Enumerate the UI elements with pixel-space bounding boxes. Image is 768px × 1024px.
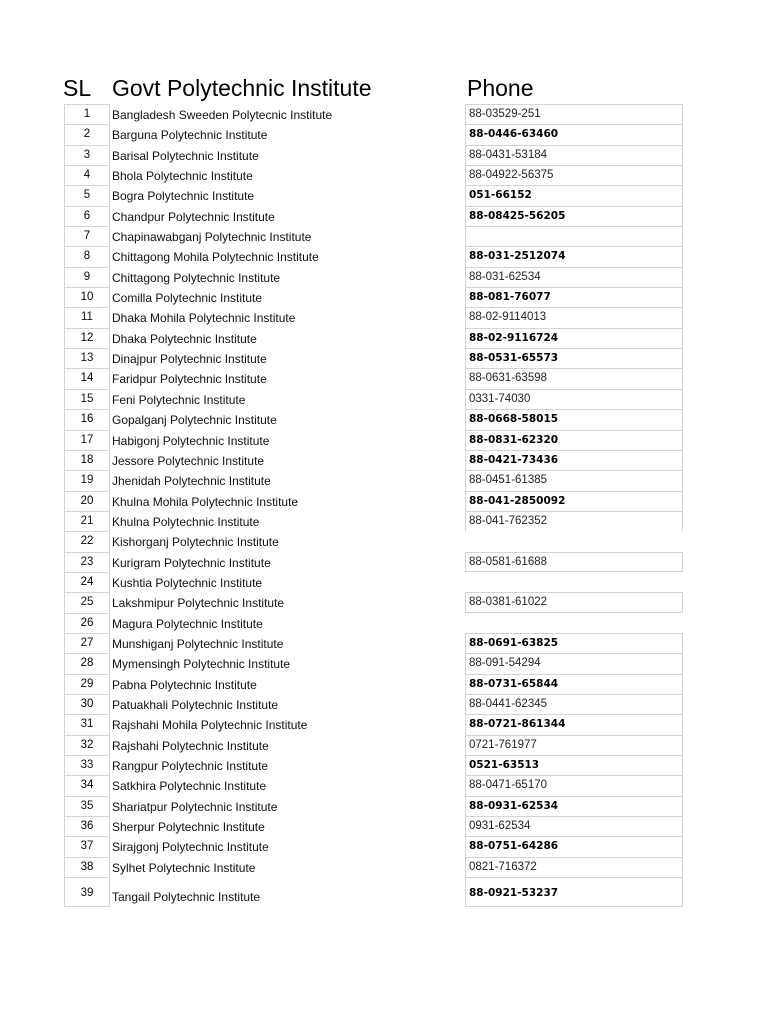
phone-cell: 88-0441-62345: [465, 694, 683, 714]
table-row: [0, 185, 768, 205]
phone-cell: 88-031-62534: [465, 267, 683, 287]
institute-name: Faridpur Polytechnic Institute: [112, 372, 267, 387]
table-row: [0, 267, 768, 287]
row-serial: 11: [64, 307, 110, 327]
institute-name: Pabna Polytechnic Institute: [112, 677, 257, 692]
institute-name: Kurigram Polytechnic Institute: [112, 555, 271, 570]
institute-name: Habigonj Polytechnic Institute: [112, 433, 270, 448]
table-row: [0, 735, 768, 755]
row-serial: 1: [64, 104, 110, 124]
row-serial: 3: [64, 145, 110, 165]
phone-cell: [465, 613, 683, 633]
institute-name: Jessore Polytechnic Institute: [112, 453, 265, 468]
table-row: [0, 104, 768, 124]
row-serial: 33: [64, 755, 110, 775]
table-row: [0, 206, 768, 226]
institute-name: Bhola Polytechnic Institute: [112, 169, 253, 184]
institute-name: Magura Polytechnic Institute: [112, 616, 263, 631]
table-row: [0, 816, 768, 836]
table-row: [0, 592, 768, 612]
institute-name: Khulna Mohila Polytechnic Institute: [112, 494, 299, 509]
phone-cell: 88-0531-65573: [465, 348, 683, 368]
phone-cell: 88-04922-56375: [465, 165, 683, 185]
phone-cell: 88-08425-56205: [465, 206, 683, 226]
table-row: [0, 714, 768, 734]
row-serial: 13: [64, 348, 110, 368]
row-serial: 35: [64, 796, 110, 816]
phone-cell: 0721-761977: [465, 735, 683, 755]
phone-cell: 88-0721-861344: [465, 714, 683, 734]
row-serial: 22: [64, 531, 110, 551]
table-row: [0, 430, 768, 450]
table-row: [0, 246, 768, 266]
row-serial: 15: [64, 389, 110, 409]
table-row: [0, 307, 768, 327]
phone-cell: 0521-63513: [465, 755, 683, 775]
table-row: [0, 836, 768, 856]
row-serial: 20: [64, 491, 110, 511]
phone-cell: 88-0831-62320: [465, 430, 683, 450]
row-serial: 32: [64, 735, 110, 755]
institute-name: Feni Polytechnic Institute: [112, 392, 246, 407]
institute-name: Dhaka Polytechnic Institute: [112, 331, 257, 346]
table-row: [0, 531, 768, 551]
phone-cell: 0821-716372: [465, 857, 683, 877]
phone-cell: 88-0471-65170: [465, 775, 683, 795]
row-serial: 38: [64, 857, 110, 877]
table-row: [0, 328, 768, 348]
table-row: [0, 368, 768, 388]
table-row: [0, 124, 768, 144]
institute-name: Sylhet Polytechnic Institute: [112, 860, 256, 875]
institute-name: Khulna Polytechnic Institute: [112, 514, 260, 529]
table-row: [0, 226, 768, 246]
table-row: [0, 633, 768, 653]
table-row: [0, 511, 768, 531]
institute-name: Mymensingh Polytechnic Institute: [112, 657, 291, 672]
phone-cell: 88-041-762352: [465, 511, 683, 531]
row-serial: 39: [64, 877, 110, 907]
table-row: [0, 450, 768, 470]
row-serial: 5: [64, 185, 110, 205]
institute-name: Sirajgonj Polytechnic Institute: [112, 840, 269, 855]
table-row: [0, 491, 768, 511]
phone-cell: 88-0446-63460: [465, 124, 683, 144]
institute-name: Bogra Polytechnic Institute: [112, 189, 255, 204]
phone-cell: 88-03529-251: [465, 104, 683, 124]
table-row: [0, 409, 768, 429]
row-serial: 29: [64, 674, 110, 694]
table-row: [0, 694, 768, 714]
institute-name: Sherpur Polytechnic Institute: [112, 820, 265, 835]
row-serial: 6: [64, 206, 110, 226]
column-header-name: Govt Polytechnic Institute: [112, 75, 372, 101]
row-serial: 19: [64, 470, 110, 490]
row-serial: 10: [64, 287, 110, 307]
institute-name: Rajshahi Polytechnic Institute: [112, 738, 269, 753]
row-serial: 37: [64, 836, 110, 856]
institute-name: Chittagong Polytechnic Institute: [112, 270, 281, 285]
table-row: [0, 552, 768, 572]
table-row: [0, 653, 768, 673]
phone-cell: 88-0451-61385: [465, 470, 683, 490]
phone-cell: 88-0431-53184: [465, 145, 683, 165]
row-serial: 2: [64, 124, 110, 144]
row-serial: 28: [64, 653, 110, 673]
table-row: [0, 674, 768, 694]
table-row: [0, 775, 768, 795]
row-serial: 18: [64, 450, 110, 470]
phone-cell: 88-0631-63598: [465, 368, 683, 388]
institute-name: Comilla Polytechnic Institute: [112, 291, 263, 306]
table-row: [0, 755, 768, 775]
phone-cell: 88-081-76077: [465, 287, 683, 307]
institute-name: Chapinawabganj Polytechnic Institute: [112, 230, 312, 245]
phone-cell: [465, 572, 683, 592]
row-serial: 31: [64, 714, 110, 734]
phone-cell: 88-091-54294: [465, 653, 683, 673]
phone-cell: [465, 531, 683, 551]
row-serial: 17: [64, 430, 110, 450]
table-row: [0, 287, 768, 307]
phone-cell: 88-0668-58015: [465, 409, 683, 429]
table-row: [0, 389, 768, 409]
phone-cell: 88-0731-65844: [465, 674, 683, 694]
row-serial: 26: [64, 613, 110, 633]
row-serial: 14: [64, 368, 110, 388]
row-serial: 36: [64, 816, 110, 836]
table-row: [0, 796, 768, 816]
phone-cell: 88-0921-53237: [465, 877, 683, 907]
column-header-sl: SL: [63, 75, 92, 101]
phone-cell: 88-0751-64286: [465, 836, 683, 856]
phone-cell: 88-02-9114013: [465, 307, 683, 327]
institute-name: Kishorganj Polytechnic Institute: [112, 535, 279, 550]
row-serial: 4: [64, 165, 110, 185]
row-serial: 7: [64, 226, 110, 246]
phone-cell: 88-041-2850092: [465, 491, 683, 511]
table-row: [0, 877, 768, 907]
institute-table: [0, 104, 768, 907]
phone-cell: 051-66152: [465, 185, 683, 205]
institute-name: Bangladesh Sweeden Polytecnic Institute: [112, 108, 333, 122]
phone-cell: 88-0691-63825: [465, 633, 683, 653]
table-row: [0, 470, 768, 490]
institute-name: Kushtia Polytechnic Institute: [112, 575, 263, 590]
phone-cell: 88-031-2512074: [465, 246, 683, 266]
institute-name: Satkhira Polytechnic Institute: [112, 779, 267, 794]
institute-name: Chandpur Polytechnic Institute: [112, 209, 275, 224]
institute-name: Lakshmipur Polytechnic Institute: [112, 596, 285, 611]
institute-name: Shariatpur Polytechnic Institute: [112, 799, 278, 814]
table-row: [0, 572, 768, 592]
institute-name: Rangpur Polytechnic Institute: [112, 759, 269, 773]
institute-name: Rajshahi Mohila Polytechnic Institute: [112, 718, 308, 733]
table-row: [0, 145, 768, 165]
phone-cell: 88-0581-61688: [465, 552, 683, 572]
row-serial: 12: [64, 328, 110, 348]
row-serial: 25: [64, 592, 110, 612]
phone-cell: 88-0931-62534: [465, 796, 683, 816]
phone-cell: 0931-62534: [465, 816, 683, 836]
row-serial: 9: [64, 267, 110, 287]
institute-name: Tangail Polytechnic Institute: [112, 890, 261, 905]
institute-name: Dinajpur Polytechnic Institute: [112, 352, 267, 367]
table-row: [0, 348, 768, 368]
phone-cell: 88-0381-61022: [465, 592, 683, 612]
phone-cell: 88-0421-73436: [465, 450, 683, 470]
phone-cell: 88-02-9116724: [465, 328, 683, 348]
row-serial: 34: [64, 775, 110, 795]
phone-cell: 0331-74030: [465, 389, 683, 409]
institute-name: Barisal Polytechnic Institute: [112, 148, 259, 163]
row-serial: 24: [64, 572, 110, 592]
row-serial: 16: [64, 409, 110, 429]
phone-cell: [465, 226, 683, 246]
institute-name: Dhaka Mohila Polytechnic Institute: [112, 311, 296, 326]
table-row: [0, 165, 768, 185]
institute-name: Barguna Polytechnic Institute: [112, 128, 268, 143]
institute-name: Patuakhali Polytechnic Institute: [112, 697, 279, 712]
row-serial: 27: [64, 633, 110, 653]
table-row: [0, 613, 768, 633]
institute-name: Gopalganj Polytechnic Institute: [112, 413, 277, 428]
institute-name: Chittagong Mohila Polytechnic Institute: [112, 250, 319, 265]
row-serial: 21: [64, 511, 110, 531]
row-serial: 30: [64, 694, 110, 714]
institute-name: Jhenidah Polytechnic Institute: [112, 474, 271, 489]
row-serial: 23: [64, 552, 110, 572]
column-header-phone: Phone: [467, 75, 534, 101]
table-row: [0, 857, 768, 877]
row-serial: 8: [64, 246, 110, 266]
institute-name: Munshiganj Polytechnic Institute: [112, 636, 284, 651]
